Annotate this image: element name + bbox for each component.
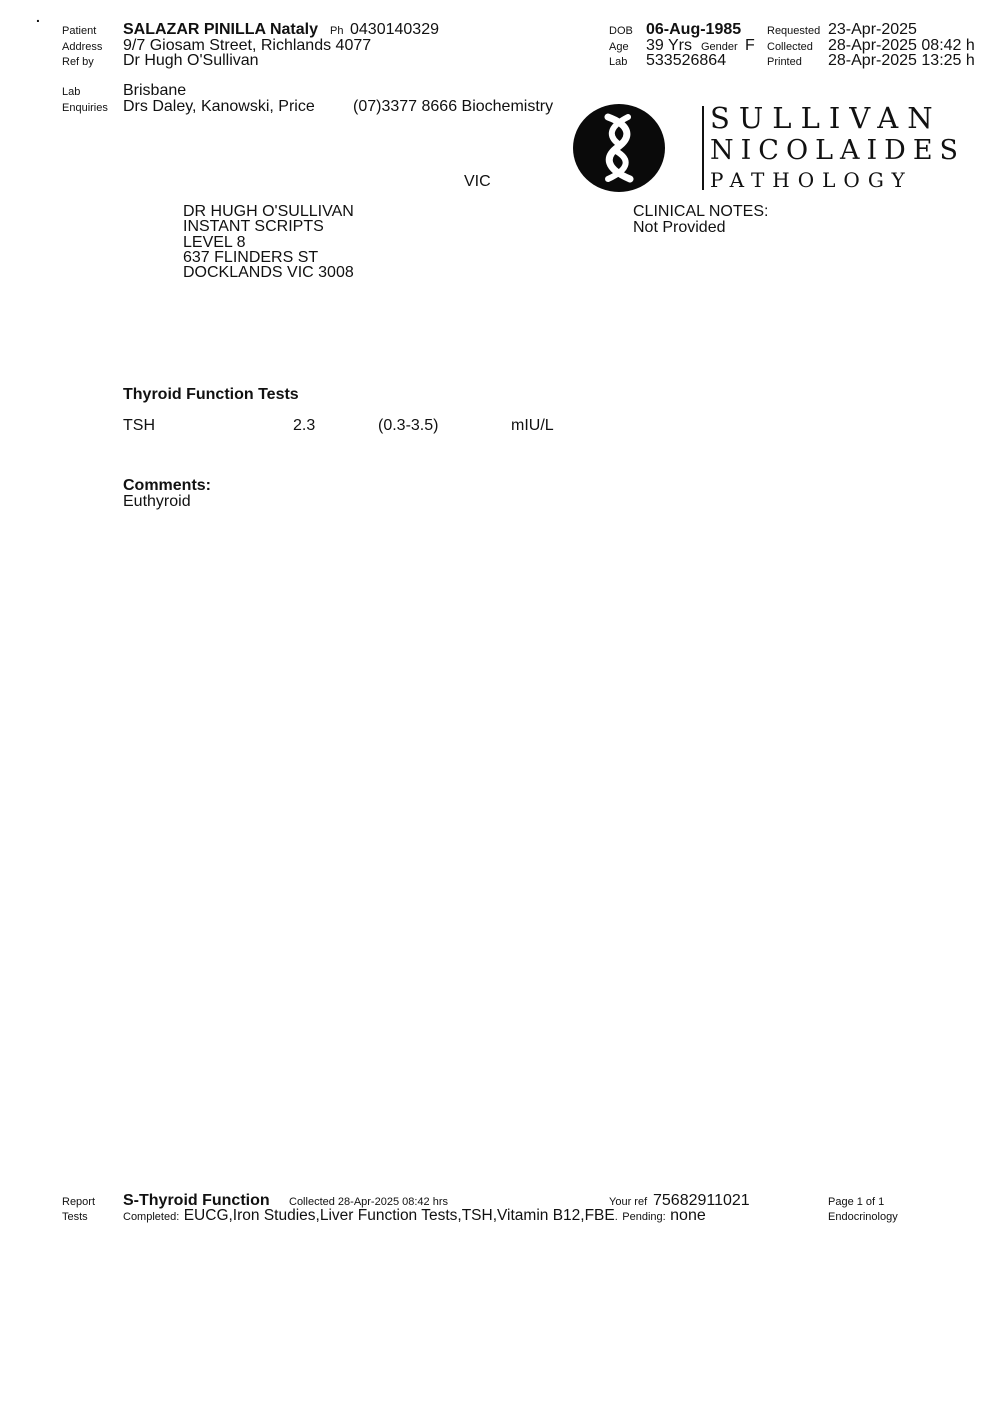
clinical-notes <box>633 204 768 235</box>
lab-number-label: Lab <box>609 56 628 68</box>
result-unit: mIU/L <box>511 417 554 434</box>
patient-address: 9/7 Giosam Street, Richlands 4077 <box>123 37 372 54</box>
footer-department: Endocrinology <box>828 1211 898 1223</box>
lab-number: 533526864 <box>646 52 727 69</box>
footer-report-name: S-Thyroid Function <box>123 1192 270 1209</box>
dna-logo-icon <box>572 103 666 193</box>
logo-divider <box>702 106 704 190</box>
phone-label: Ph <box>330 25 344 37</box>
footer-report-label: Report <box>62 1196 96 1208</box>
recipient-line: 637 FLINDERS ST <box>183 248 319 266</box>
patient-phone: 0430140329 <box>350 21 439 38</box>
results-section-title: Thyroid Function Tests <box>123 386 299 403</box>
recipient-line: LEVEL 8 <box>183 233 246 251</box>
collected-label: Collected <box>767 41 813 53</box>
recipient-address <box>183 204 354 280</box>
lab-location-label: Lab <box>62 86 81 98</box>
comments-text: Euthyroid <box>123 493 191 510</box>
gender-value: F <box>745 37 755 54</box>
enquiries-doctors: Drs Daley, Kanowski, Price <box>123 98 315 115</box>
footer-completed-list: EUCG,Iron Studies,Liver Function Tests,TSH,Vitamin B12,FBE <box>183 1207 615 1224</box>
dob-value: 06-Aug-1985 <box>646 21 742 38</box>
patient-label: Patient <box>62 25 97 37</box>
footer-collected: Collected 28-Apr-2025 08:42 hrs <box>289 1196 448 1208</box>
state-code: VIC <box>464 173 491 190</box>
address-label: Address <box>62 41 103 53</box>
footer-completed-label: Completed: <box>123 1211 180 1223</box>
comments-label: Comments: <box>123 477 212 494</box>
enquiries-label: Enquiries <box>62 102 108 114</box>
result-value: 2.3 <box>293 417 316 434</box>
patient-name: SALAZAR PINILLA Nataly <box>123 21 318 38</box>
footer-pending-value: none <box>670 1207 706 1224</box>
footer-tests-label: Tests <box>62 1211 88 1223</box>
clinical-notes-label: CLINICAL NOTES: <box>633 203 769 220</box>
footer-pending-label: Pending: <box>622 1211 666 1223</box>
age-value: 39 Yrs <box>646 37 692 54</box>
age-label: Age <box>609 41 629 53</box>
printed-label: Printed <box>767 56 802 68</box>
collected-date: 28-Apr-2025 08:42 h <box>828 37 975 54</box>
refby-label: Ref by <box>62 56 94 68</box>
clinical-notes-value: Not Provided <box>633 218 726 236</box>
recipient-line: DR HUGH O'SULLIVAN <box>183 203 354 220</box>
logo-text-sullivan: SULLIVAN <box>710 101 942 135</box>
stray-mark: . <box>36 9 40 25</box>
enquiries-phone: (07)3377 8666 Biochemistry <box>353 98 554 115</box>
requested-label: Requested <box>767 25 821 37</box>
footer-yourref-label: Your ref <box>609 1196 648 1208</box>
lab-location: Brisbane <box>123 82 187 99</box>
recipient-line: INSTANT SCRIPTS <box>183 218 324 236</box>
referring-doctor: Dr Hugh O'Sullivan <box>123 52 259 69</box>
result-test-name: TSH <box>123 417 155 434</box>
footer-yourref: 75682911021 <box>653 1192 750 1209</box>
logo-text-nicolaides: NICOLAIDES <box>710 135 966 166</box>
result-reference-range: (0.3-3.5) <box>378 417 439 434</box>
footer-period: . <box>614 1211 618 1223</box>
footer-page-number: Page 1 of 1 <box>828 1196 885 1208</box>
recipient-line: DOCKLANDS VIC 3008 <box>183 264 354 282</box>
gender-label: Gender <box>701 41 738 53</box>
logo-text-pathology: PATHOLOGY <box>710 168 913 192</box>
printed-date: 28-Apr-2025 13:25 h <box>828 52 975 69</box>
requested-date: 23-Apr-2025 <box>828 21 917 38</box>
footer-tests-line <box>123 1208 706 1224</box>
dob-label: DOB <box>609 25 633 37</box>
